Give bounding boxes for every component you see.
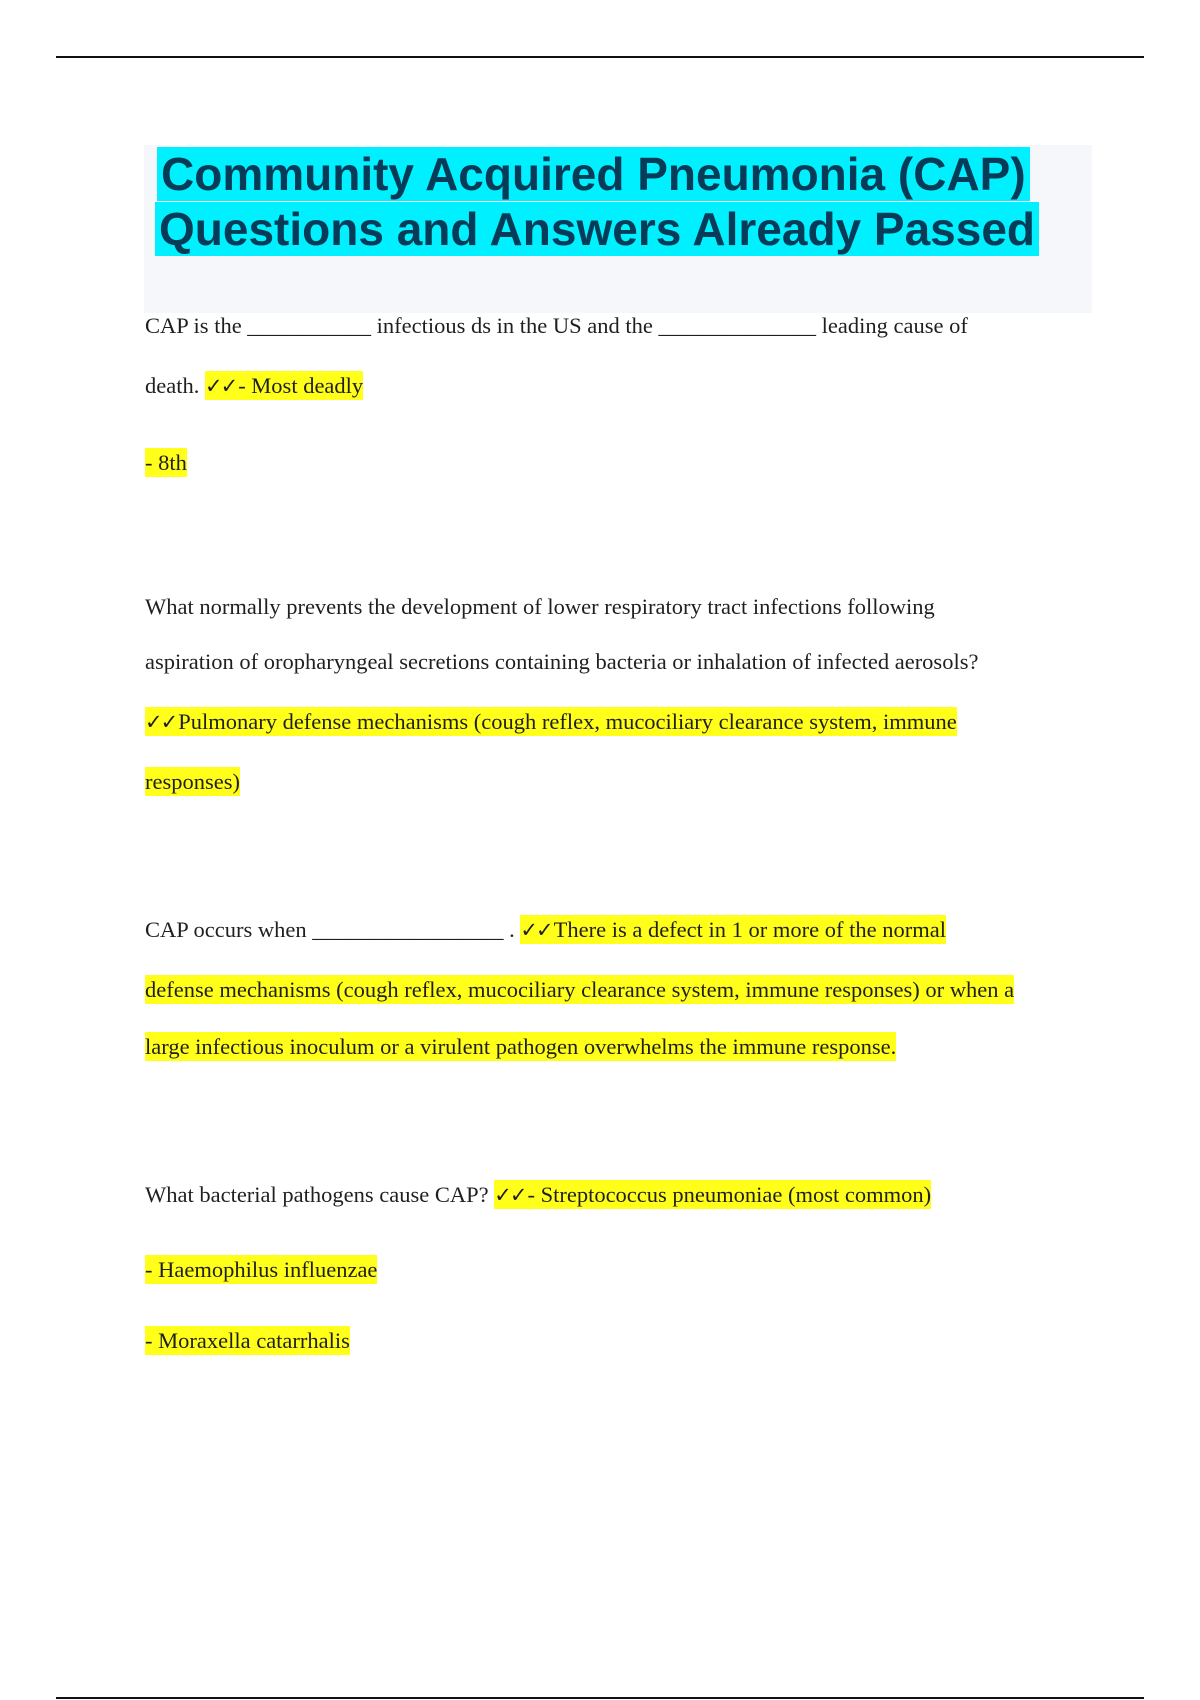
answer-3-line-2 bbox=[145, 975, 1014, 1005]
answer-1-line-2 bbox=[145, 448, 187, 478]
answer-2-text-2: responses) bbox=[145, 769, 240, 794]
answer-2-highlight bbox=[145, 707, 957, 736]
answer-4-text-3: - Moraxella catarrhalis bbox=[145, 1328, 350, 1353]
question-1-text: CAP is the ___________ infectious ds in the US and the ______________ leading cause of bbox=[145, 313, 968, 338]
question-2-line-2 bbox=[145, 647, 978, 677]
question-3-line-1 bbox=[145, 915, 946, 945]
double-check-icon: ✓✓ bbox=[520, 918, 552, 942]
question-3-text: CAP occurs when _________________ . bbox=[145, 917, 521, 942]
double-check-icon: ✓✓ bbox=[145, 710, 177, 734]
answer-3-text-2: defense mechanisms (cough reflex, mucociliary clearance system, immune responses) or when a bbox=[145, 977, 1015, 1002]
answer-3-highlight bbox=[520, 915, 946, 944]
answer-2-text: Pulmonary defense mechanisms (cough reflex, mucociliary clearance system, immune bbox=[178, 709, 957, 734]
answer-3-text-3: large infectious inoculum or a virulent pathogen overwhelms the immune response. bbox=[145, 1034, 897, 1059]
answer-1-text-2: - 8th bbox=[145, 450, 187, 475]
question-4-line-1 bbox=[145, 1180, 931, 1210]
answer-4-highlight bbox=[494, 1180, 931, 1209]
answer-1-text: - Most deadly bbox=[238, 373, 364, 398]
answer-1-highlight bbox=[205, 371, 363, 400]
question-1-line-2 bbox=[145, 371, 363, 401]
answer-3-line-3 bbox=[145, 1032, 896, 1062]
document-title-line-1: Community Acquired Pneumonia (CAP) bbox=[157, 147, 1030, 201]
bottom-rule bbox=[56, 1697, 1144, 1699]
answer-2-line-1 bbox=[145, 707, 957, 737]
answer-3-text: There is a defect in 1 or more of the normal bbox=[553, 917, 946, 942]
question-4-text: What bacterial pathogens cause CAP? bbox=[145, 1182, 495, 1207]
answer-2-line-2 bbox=[145, 767, 240, 797]
question-2-line-1 bbox=[145, 592, 935, 622]
answer-4-line-3 bbox=[145, 1326, 350, 1356]
double-check-icon: ✓✓ bbox=[494, 1183, 526, 1207]
double-check-icon: ✓✓ bbox=[204, 374, 237, 398]
question-1-line-1 bbox=[145, 311, 968, 341]
question-2-text-2: aspiration of oropharyngeal secretions containing bacteria or inhalation of infected aerosols? bbox=[145, 649, 979, 674]
document-title-line-2: Questions and Answers Already Passed bbox=[155, 202, 1039, 256]
question-2-text: What normally prevents the development of lower respiratory tract infections following bbox=[145, 594, 935, 619]
question-1-text-2: death. bbox=[145, 373, 205, 398]
answer-4-text: - Streptococcus pneumoniae (most common) bbox=[527, 1182, 932, 1207]
answer-4-text-2: - Haemophilus influenzae bbox=[145, 1257, 378, 1282]
top-rule bbox=[56, 56, 1144, 58]
answer-4-line-2 bbox=[145, 1255, 377, 1285]
